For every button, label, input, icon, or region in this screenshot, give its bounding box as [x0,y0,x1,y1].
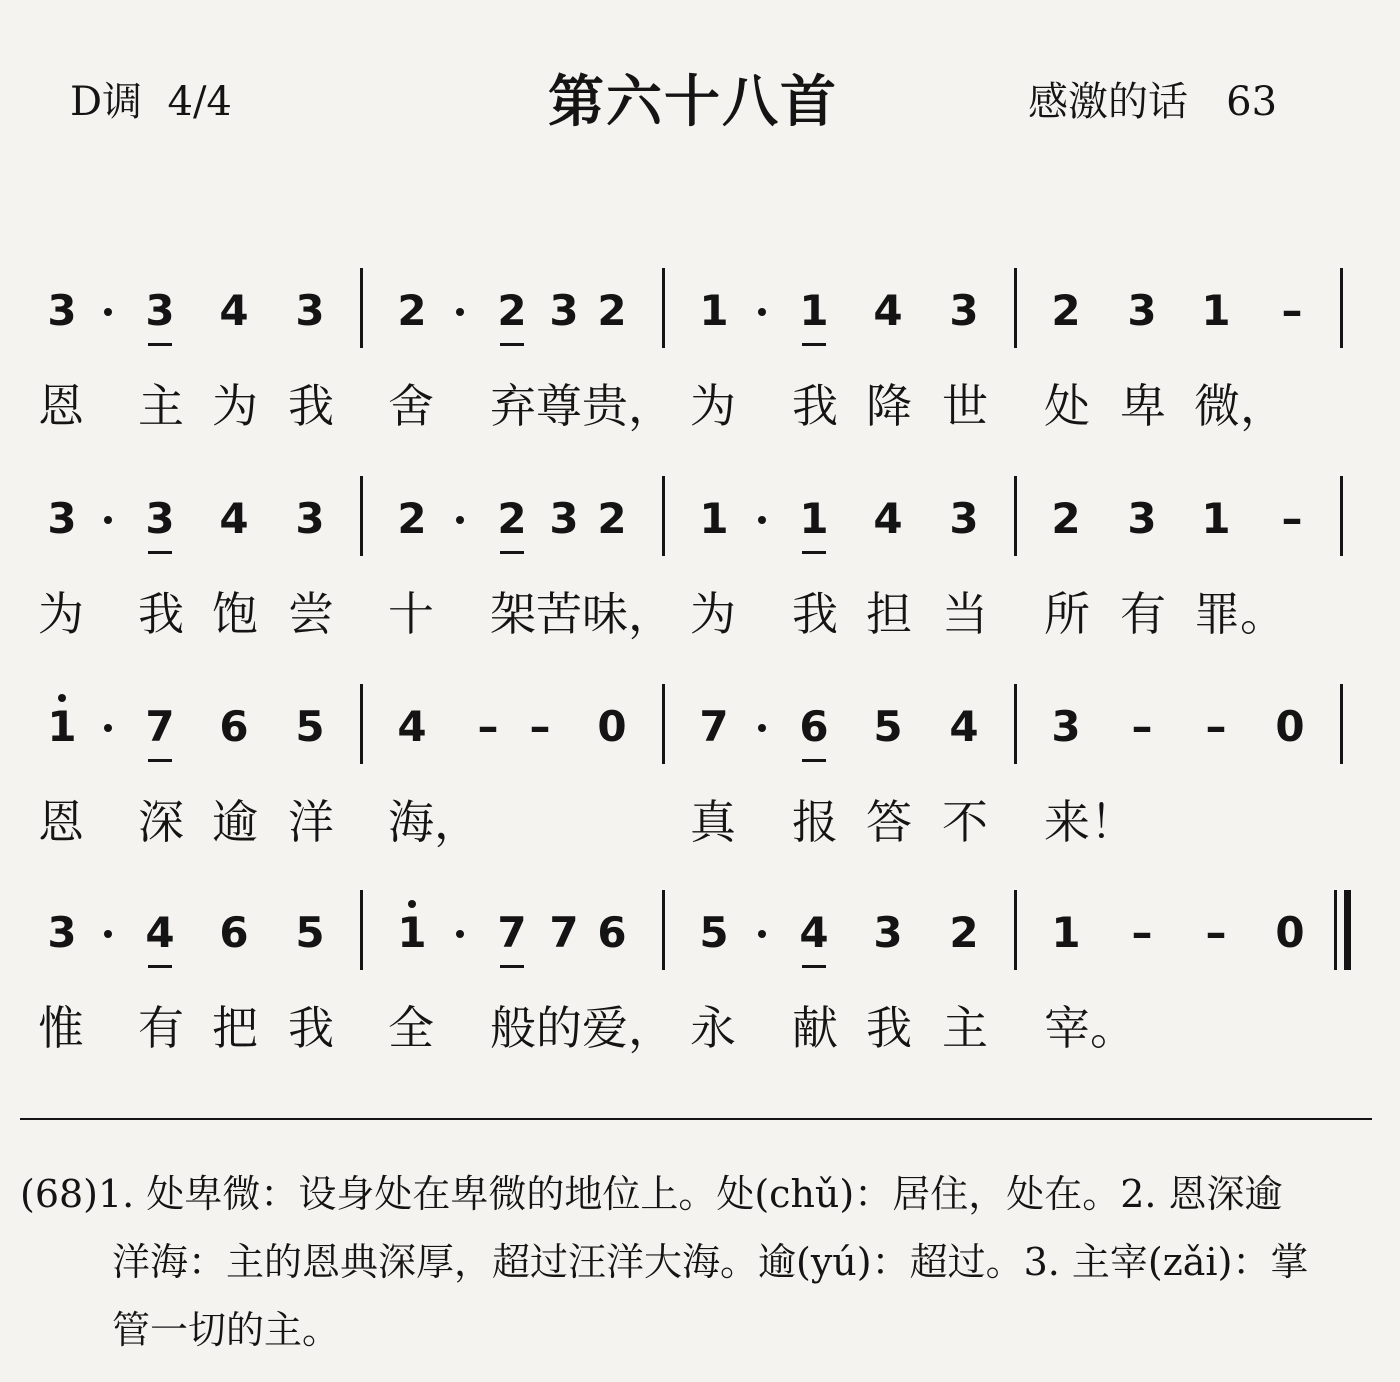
lyric: 恩 [38,795,84,849]
note: 4 [873,286,903,335]
lyric: 处 [1044,379,1090,433]
lyrics-row [0,586,1400,682]
note-eighth: 7 [138,702,182,752]
lyric: 献 [792,1001,838,1055]
lyric: 真 [690,795,736,849]
lyric: 宰。 [1044,1001,1136,1055]
score-line-1 [0,268,1400,474]
lyric: 我 [288,1001,334,1055]
dash-extension: – [477,702,499,751]
lyric: 有 [138,1001,184,1055]
note: 1 [1051,908,1081,957]
bar-line [662,476,665,556]
lyric: 微， [1194,379,1286,433]
dash-extension: – [1131,908,1153,957]
lyric: 永 [690,1001,736,1055]
lyric: 我 [792,379,838,433]
note-high-octave: 1 [390,908,434,958]
dash-extension: – [1131,702,1153,751]
note: 2 [1051,286,1081,335]
hymn-title: 第六十八首 [548,70,838,135]
notation-row [0,890,1400,1000]
bar-line [1014,268,1017,348]
dotted-note-dot [456,308,464,316]
note-eighth: 6 [792,702,836,752]
lyric: 担 [866,587,912,641]
score-line-4 [0,890,1400,1096]
note: 1 [1201,494,1231,543]
note-eighth: 1 [792,494,836,544]
lyric: 主 [138,379,184,433]
rest: 0 [1275,908,1305,957]
lyrics-row [0,794,1400,890]
bar-line [360,268,363,348]
lyric: 不 [942,795,988,849]
notation-row [0,476,1400,586]
notation-row [0,268,1400,378]
note: 3 [549,286,579,335]
note: 2 [949,908,979,957]
lyric: 弃尊贵， [490,379,674,433]
note: 4 [873,494,903,543]
note-eighth: 3 [138,494,182,544]
note: 3 [47,908,77,957]
lyric: 把 [212,1001,258,1055]
note: 5 [699,908,729,957]
key-and-meter: D调 4/4 [70,79,232,125]
bar-line [1340,268,1343,348]
dotted-note-dot [104,724,112,732]
note: 3 [1127,286,1157,335]
note: 5 [873,702,903,751]
lyric: 我 [792,587,838,641]
lyric: 般的爱， [490,1001,674,1055]
lyric: 我 [288,379,334,433]
score-line-2 [0,476,1400,682]
bar-line [1014,684,1017,764]
lyric: 为 [690,587,736,641]
lyric: 罪。 [1194,587,1286,641]
lyrics-row [0,1000,1400,1096]
lyric: 全 [388,1001,434,1055]
lyric: 惟 [38,1001,84,1055]
lyric: 所 [1044,587,1090,641]
dotted-note-dot [456,930,464,938]
lyric: 来！ [1044,795,1136,849]
note: 3 [47,494,77,543]
lyric: 架苦味， [490,587,674,641]
note-eighth: 3 [138,286,182,336]
footnote-line: 洋海：主的恩典深厚，超过汪洋大海。逾(yú)：超过。3. 主宰(zǎi)：掌 [112,1240,1309,1284]
lyric: 我 [138,587,184,641]
note-eighth: 2 [490,494,534,544]
note: 6 [219,702,249,751]
note: 5 [295,908,325,957]
lyric: 尝 [288,587,334,641]
lyric: 答 [866,795,912,849]
note: 1 [699,494,729,543]
dash-extension: – [529,702,551,751]
bar-line [1340,684,1343,764]
lyric: 报 [792,795,838,849]
bar-line [360,476,363,556]
dotted-note-dot [758,930,766,938]
dotted-note-dot [456,516,464,524]
bar-line [662,268,665,348]
dotted-note-dot [758,308,766,316]
lyric: 主 [942,1001,988,1055]
note-high-octave: 1 [40,702,84,752]
note: 2 [1051,494,1081,543]
note: 2 [397,286,427,335]
footnote-divider [20,1118,1372,1120]
lyric: 卑 [1120,379,1166,433]
footnotes [20,1160,1380,1364]
lyric: 为 [212,379,258,433]
note: 4 [397,702,427,751]
dotted-note-dot [104,516,112,524]
note: 3 [47,286,77,335]
bar-line [662,890,665,970]
note-eighth: 4 [138,908,182,958]
note: 7 [549,908,579,957]
note: 6 [219,908,249,957]
note: 5 [295,702,325,751]
footnote-line: (68)1. 处卑微：设身处在卑微的地位上。处(chǔ)：居住，处在。2. 恩深逾 [20,1172,1283,1216]
note: 3 [1051,702,1081,751]
note: 3 [295,286,325,335]
lyric: 我 [866,1001,912,1055]
note: 2 [597,494,627,543]
bar-line [360,890,363,970]
note: 3 [873,908,903,957]
dotted-note-dot [104,308,112,316]
lyrics-row [0,378,1400,474]
bar-line [360,684,363,764]
dotted-note-dot [758,516,766,524]
lyric: 饱 [212,587,258,641]
note: 4 [219,286,249,335]
dash-extension: – [1205,908,1227,957]
final-bar-thin [1334,890,1337,970]
footnote-line: 管一切的主。 [112,1308,341,1352]
lyric: 海， [388,795,480,849]
note: 4 [219,494,249,543]
score-line-3 [0,684,1400,890]
lyric: 世 [942,379,988,433]
final-bar-thick [1344,890,1351,970]
lyric: 为 [690,379,736,433]
lyric: 降 [866,379,912,433]
note: 2 [597,286,627,335]
note-eighth: 2 [490,286,534,336]
bar-line [1014,476,1017,556]
note-eighth: 7 [490,908,534,958]
note: 3 [549,494,579,543]
lyric: 为 [38,587,84,641]
lyric: 逾 [212,795,258,849]
note: 7 [699,702,729,751]
dash-extension: – [1205,702,1227,751]
note: 2 [397,494,427,543]
category-and-page-number: 感激的话 63 [1028,79,1278,125]
note: 3 [949,494,979,543]
lyric: 十 [388,587,434,641]
bar-line [1014,890,1017,970]
rest: 0 [1275,702,1305,751]
lyric: 恩 [38,379,84,433]
note: 4 [949,702,979,751]
note: 1 [1201,286,1231,335]
lyric: 洋 [288,795,334,849]
note: 3 [295,494,325,543]
dash-extension: – [1281,286,1303,335]
dotted-note-dot [758,724,766,732]
lyric: 有 [1120,587,1166,641]
note: 3 [949,286,979,335]
note-eighth: 4 [792,908,836,958]
bar-line [662,684,665,764]
lyric: 当 [942,587,988,641]
note-eighth: 1 [792,286,836,336]
note: 6 [597,908,627,957]
notation-row [0,684,1400,794]
dotted-note-dot [104,930,112,938]
note: 3 [1127,494,1157,543]
bar-line [1340,476,1343,556]
rest: 0 [597,702,627,751]
lyric: 舍 [388,379,434,433]
lyric: 深 [138,795,184,849]
dash-extension: – [1281,494,1303,543]
note: 1 [699,286,729,335]
